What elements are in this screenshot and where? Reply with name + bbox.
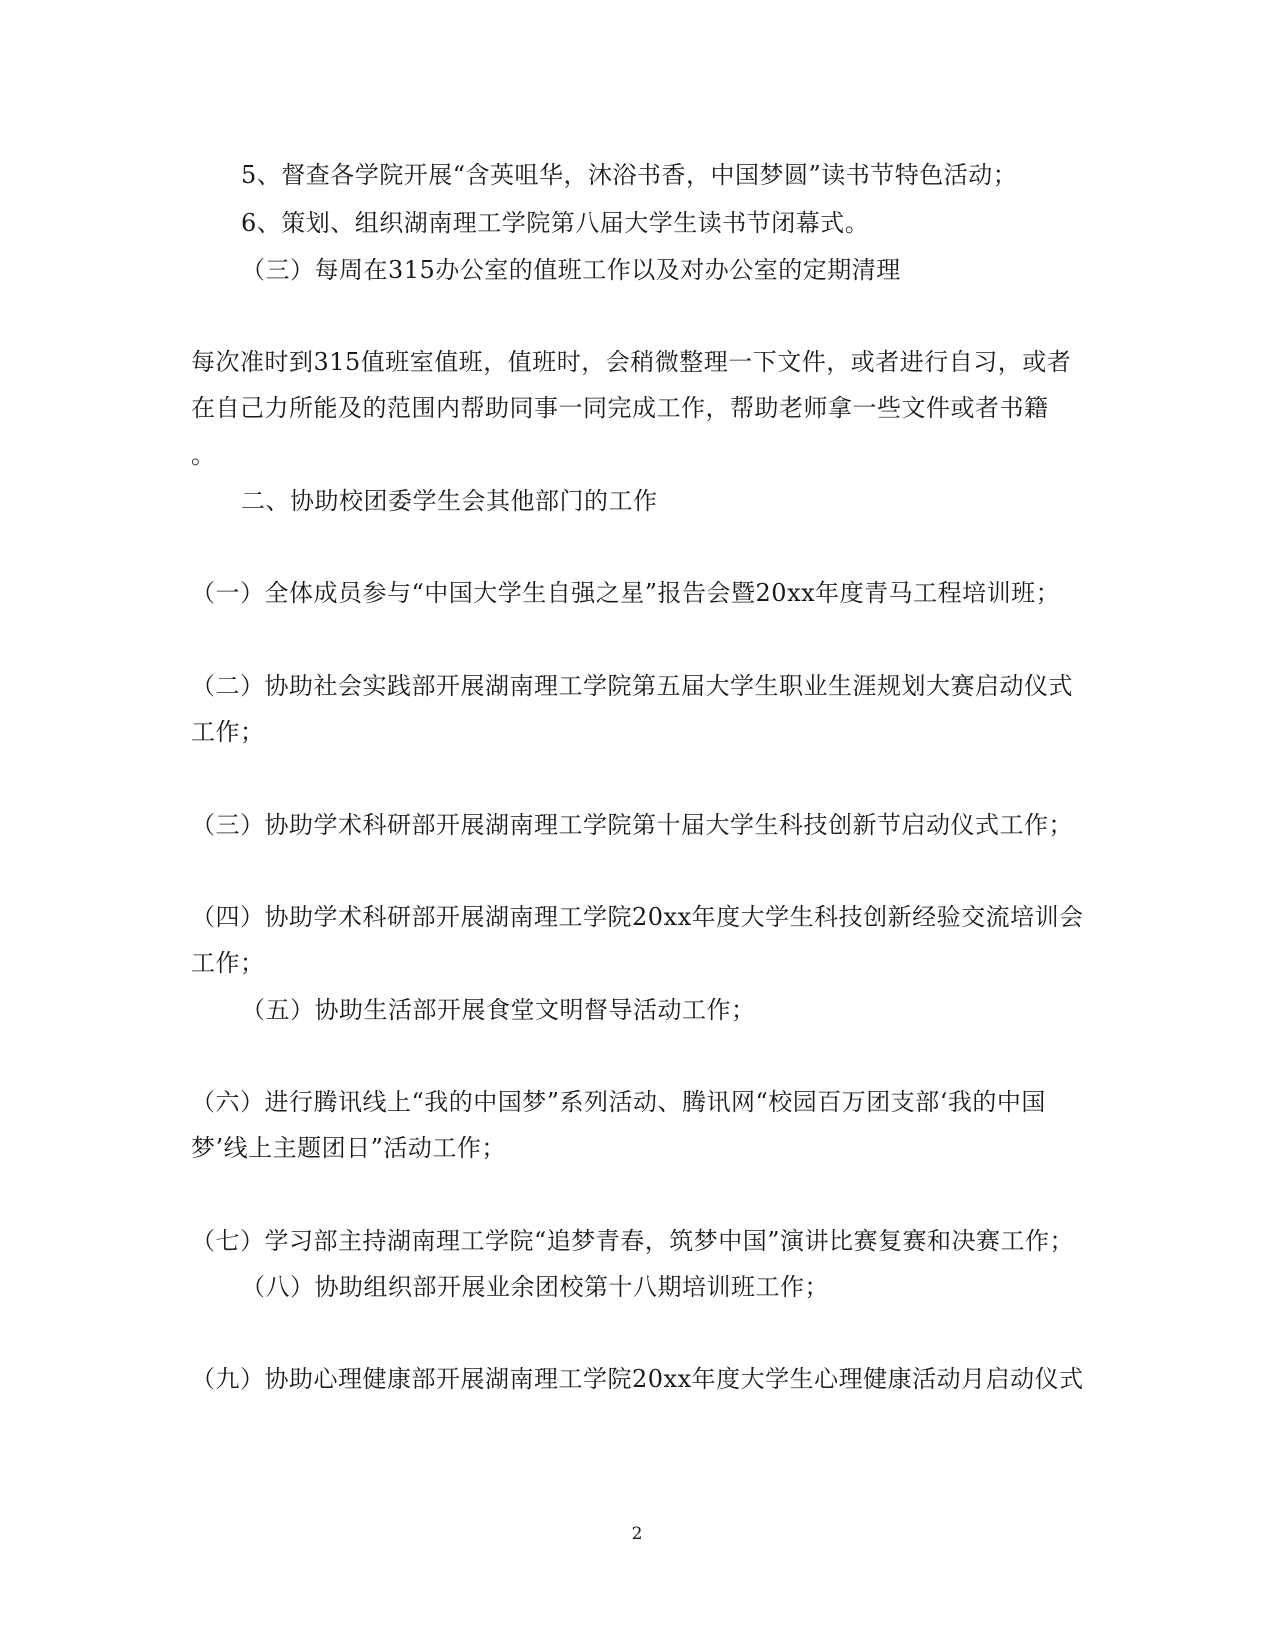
list-item-continuation: 工作；: [191, 718, 265, 746]
paragraph-line: 6、策划、组织湖南理工学院第八届大学生读书节闭幕式。: [241, 209, 870, 237]
list-item: （七）学习部主持湖南理工学院“追梦青春，筑梦中国”演讲比赛复赛和决赛工作；: [191, 1227, 1075, 1255]
paragraph-line: 5、督查各学院开展“含英咀华，沐浴书香，中国梦圆”读书节特色活动；: [241, 161, 1018, 189]
list-item: （九）协助心理健康部开展湖南理工学院20xx年度大学生心理健康活动月启动仪式: [191, 1365, 1084, 1393]
paragraph-line: 每次准时到315值班室值班，值班时，会稍微整理一下文件，或者进行自习，或者: [191, 348, 1072, 376]
page-number: 2: [631, 1524, 643, 1544]
list-item: （三）协助学术科研部开展湖南理工学院第十届大学生科技创新节启动仪式工作；: [191, 811, 1073, 839]
section-heading: 二、协助校团委学生会其他部门的工作: [241, 487, 658, 515]
list-item: （一）全体成员参与“中国大学生自强之星”报告会暨20xx年度青马工程培训班；: [191, 579, 1061, 607]
list-item: （二）协助社会实践部开展湖南理工学院第五届大学生职业生涯规划大赛启动仪式: [191, 672, 1073, 700]
paragraph-line: 在自己力所能及的范围内帮助同事一同完成工作，帮助老师拿一些文件或者书籍: [191, 394, 1049, 422]
section-heading: （三）每周在315办公室的值班工作以及对办公室的定期清理: [241, 256, 901, 284]
list-item: （五）协助生活部开展食堂文明督导活动工作；: [241, 996, 756, 1024]
paragraph-line: 。: [191, 441, 216, 469]
list-item: （六）进行腾讯线上“我的中国梦”系列活动、腾讯网“校园百万团支部‘我的中国: [191, 1088, 1046, 1116]
list-item-continuation: 工作；: [191, 949, 265, 977]
list-item: （八）协助组织部开展业余团校第十八期培训班工作；: [241, 1273, 829, 1301]
list-item-continuation: 梦’线上主题团日”活动工作；: [191, 1134, 506, 1162]
list-item: （四）协助学术科研部开展湖南理工学院20xx年度大学生科技创新经验交流培训会: [191, 903, 1084, 931]
